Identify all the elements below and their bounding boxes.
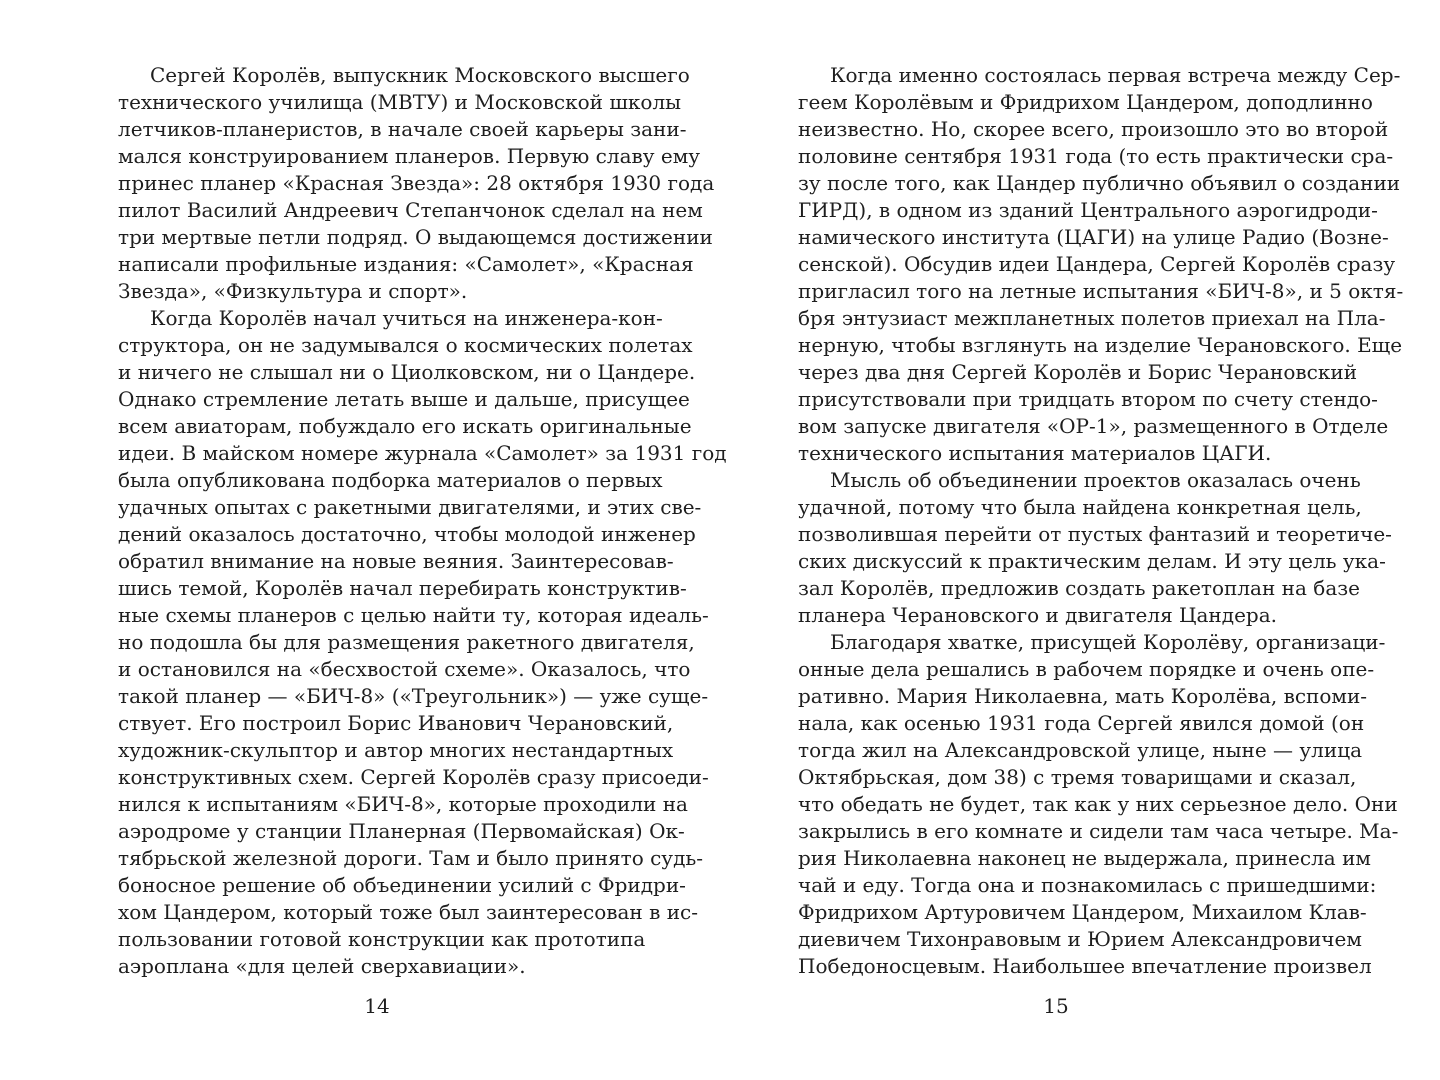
text-line: сенской). Обсудив идеи Цандера, Сергей Королёв сразу bbox=[798, 252, 1396, 276]
text-line: Когда именно состоялась первая встреча между Сер- bbox=[830, 63, 1401, 87]
text-line: ствует. Его построил Борис Иванович Черановский, bbox=[118, 711, 674, 735]
text-line: шись темой, Королёв начал перебирать конструктив- bbox=[118, 576, 687, 600]
text-line: закрылись в его комнате и сидели там часа четыре. Ма- bbox=[798, 819, 1399, 843]
text-line: половине сентября 1931 года (то есть практически сра- bbox=[798, 144, 1394, 168]
text-line: диевичем Тихонравовым и Юрием Александровичем bbox=[798, 927, 1362, 951]
text-line: всем авиаторам, побуждало его искать оригинальные bbox=[118, 414, 692, 438]
text-line: хом Цандером, который тоже был заинтересован в ис- bbox=[118, 900, 699, 924]
text-line: планера Черановского и двигателя Цандера. bbox=[798, 603, 1277, 627]
left-page-text bbox=[118, 62, 727, 978]
text-line: бря энтузиаст межпланетных полетов приехал на Пла- bbox=[798, 306, 1386, 330]
text-line: зу после того, как Цандер публично объявил о создании bbox=[798, 171, 1401, 195]
text-line: была опубликована подборка материалов о первых bbox=[118, 468, 663, 492]
text-line: но подошла бы для размещения ракетного двигателя, bbox=[118, 630, 695, 654]
text-line: ративно. Мария Николаевна, мать Королёва, вспоми- bbox=[798, 684, 1368, 708]
text-line: аэроплана «для целей сверхавиации». bbox=[118, 954, 526, 978]
text-line: структора, он не задумывался о космических полетах bbox=[118, 333, 693, 357]
text-line: летчиков-планеристов, в начале своей карьеры зани- bbox=[118, 117, 687, 141]
text-line: конструктивных схем. Сергей Королёв сразу присоеди- bbox=[118, 765, 709, 789]
text-line: Когда Королёв начал учиться на инженера-кон- bbox=[150, 306, 663, 330]
text-line: тогда жил на Александровской улице, ныне — улица bbox=[798, 738, 1363, 762]
page-number: 14 bbox=[364, 994, 390, 1018]
text-line: пользовании готовой конструкции как прототипа bbox=[118, 927, 646, 951]
text-line: удачной, потому что была найдена конкретная цель, bbox=[798, 495, 1362, 519]
text-line: написали профильные издания: «Самолет», «Красная bbox=[118, 252, 694, 276]
text-line: рия Николаевна наконец не выдержала, принесла им bbox=[798, 846, 1371, 870]
text-line: три мертвые петли подряд. О выдающемся достижении bbox=[118, 225, 713, 249]
right-page bbox=[798, 62, 1404, 1062]
right-page-text bbox=[798, 62, 1404, 978]
text-line: и ничего не слышал ни о Циолковском, ни о Цандере. bbox=[118, 360, 696, 384]
text-line: ских дискуссий к практическим делам. И эту цель ука- bbox=[798, 549, 1386, 573]
text-line: пилот Василий Андреевич Степанчонок сделал на нем bbox=[118, 198, 703, 222]
text-line: обратил внимание на новые веяния. Заинтересовав- bbox=[118, 549, 674, 573]
text-line: Благодаря хватке, присущей Королёву, организаци- bbox=[830, 630, 1386, 654]
text-line: ные схемы планеров с целью найти ту, которая идеаль- bbox=[118, 603, 709, 627]
text-line: Звезда», «Физкультура и спорт». bbox=[118, 279, 468, 303]
text-line: вом запуске двигателя «ОР-1», размещенного в Отделе bbox=[798, 414, 1389, 438]
text-line: геем Королёвым и Фридрихом Цандером, доподлинно bbox=[798, 90, 1373, 114]
text-line: онные дела решались в рабочем порядке и очень опе- bbox=[798, 657, 1375, 681]
text-line: нала, как осенью 1931 года Сергей явился домой (он bbox=[798, 711, 1365, 735]
text-line: чай и еду. Тогда она и познакомилась с пришедшими: bbox=[798, 873, 1377, 897]
text-line: удачных опытах с ракетными двигателями, и этих све- bbox=[118, 495, 702, 519]
left-page bbox=[118, 62, 727, 1062]
text-line: технического испытания материалов ЦАГИ. bbox=[798, 441, 1272, 465]
text-line: идеи. В майском номере журнала «Самолет» за 1931 год bbox=[118, 441, 727, 465]
text-line: ГИРД), в одном из зданий Центрального аэрогидроди- bbox=[798, 198, 1378, 222]
text-line: Мысль об объединении проектов оказалась очень bbox=[830, 468, 1361, 492]
text-line: Однако стремление летать выше и дальше, присущее bbox=[118, 387, 690, 411]
text-line: принес планер «Красная Звезда»: 28 октября 1930 года bbox=[118, 171, 715, 195]
text-line: Победоносцевым. Наибольшее впечатление произвел bbox=[798, 954, 1372, 978]
text-line: такой планер — «БИЧ-8» («Треугольник») — уже суще- bbox=[118, 684, 709, 708]
text-line: пригласил того на летные испытания «БИЧ-8», и 5 октя- bbox=[798, 279, 1404, 303]
text-line: зал Королёв, предложив создать ракетоплан на базе bbox=[798, 576, 1360, 600]
text-line: нился к испытаниям «БИЧ-8», которые проходили на bbox=[118, 792, 688, 816]
text-line: Октябрьская, дом 38) с тремя товарищами и сказал, bbox=[798, 765, 1357, 789]
text-line: боносное решение об объединении усилий с Фридри- bbox=[118, 873, 686, 897]
text-line: Сергей Королёв, выпускник Московского высшего bbox=[150, 63, 690, 87]
text-line: позволившая перейти от пустых фантазий и теоретиче- bbox=[798, 522, 1392, 546]
text-line: через два дня Сергей Королёв и Борис Черановский bbox=[798, 360, 1358, 384]
text-line: аэродроме у станции Планерная (Первомайская) Ок- bbox=[118, 819, 685, 843]
text-line: присутствовали при тридцать втором по счету стендо- bbox=[798, 387, 1378, 411]
text-line: и остановился на «бесхвостой схеме». Оказалось, что bbox=[118, 657, 691, 681]
text-line: неизвестно. Но, скорее всего, произошло это во второй bbox=[798, 117, 1389, 141]
page-number: 15 bbox=[1043, 994, 1069, 1018]
text-line: дений оказалось достаточно, чтобы молодой инженер bbox=[118, 522, 696, 546]
text-line: технического училища (МВТУ) и Московской школы bbox=[118, 90, 682, 114]
text-line: тябрьской железной дороги. Там и было принято судь- bbox=[118, 846, 704, 870]
text-line: нерную, чтобы взглянуть на изделие Черановского. Еще bbox=[798, 333, 1403, 357]
text-line: Фридрихом Артуровичем Цандером, Михаилом Клав- bbox=[798, 900, 1367, 924]
text-line: художник-скульптор и автор многих нестандартных bbox=[118, 738, 674, 762]
text-line: что обедать не будет, так как у них серьезное дело. Они bbox=[798, 792, 1398, 816]
text-line: намического института (ЦАГИ) на улице Радио (Возне- bbox=[798, 225, 1389, 249]
text-line: мался конструированием планеров. Первую славу ему bbox=[118, 144, 701, 168]
